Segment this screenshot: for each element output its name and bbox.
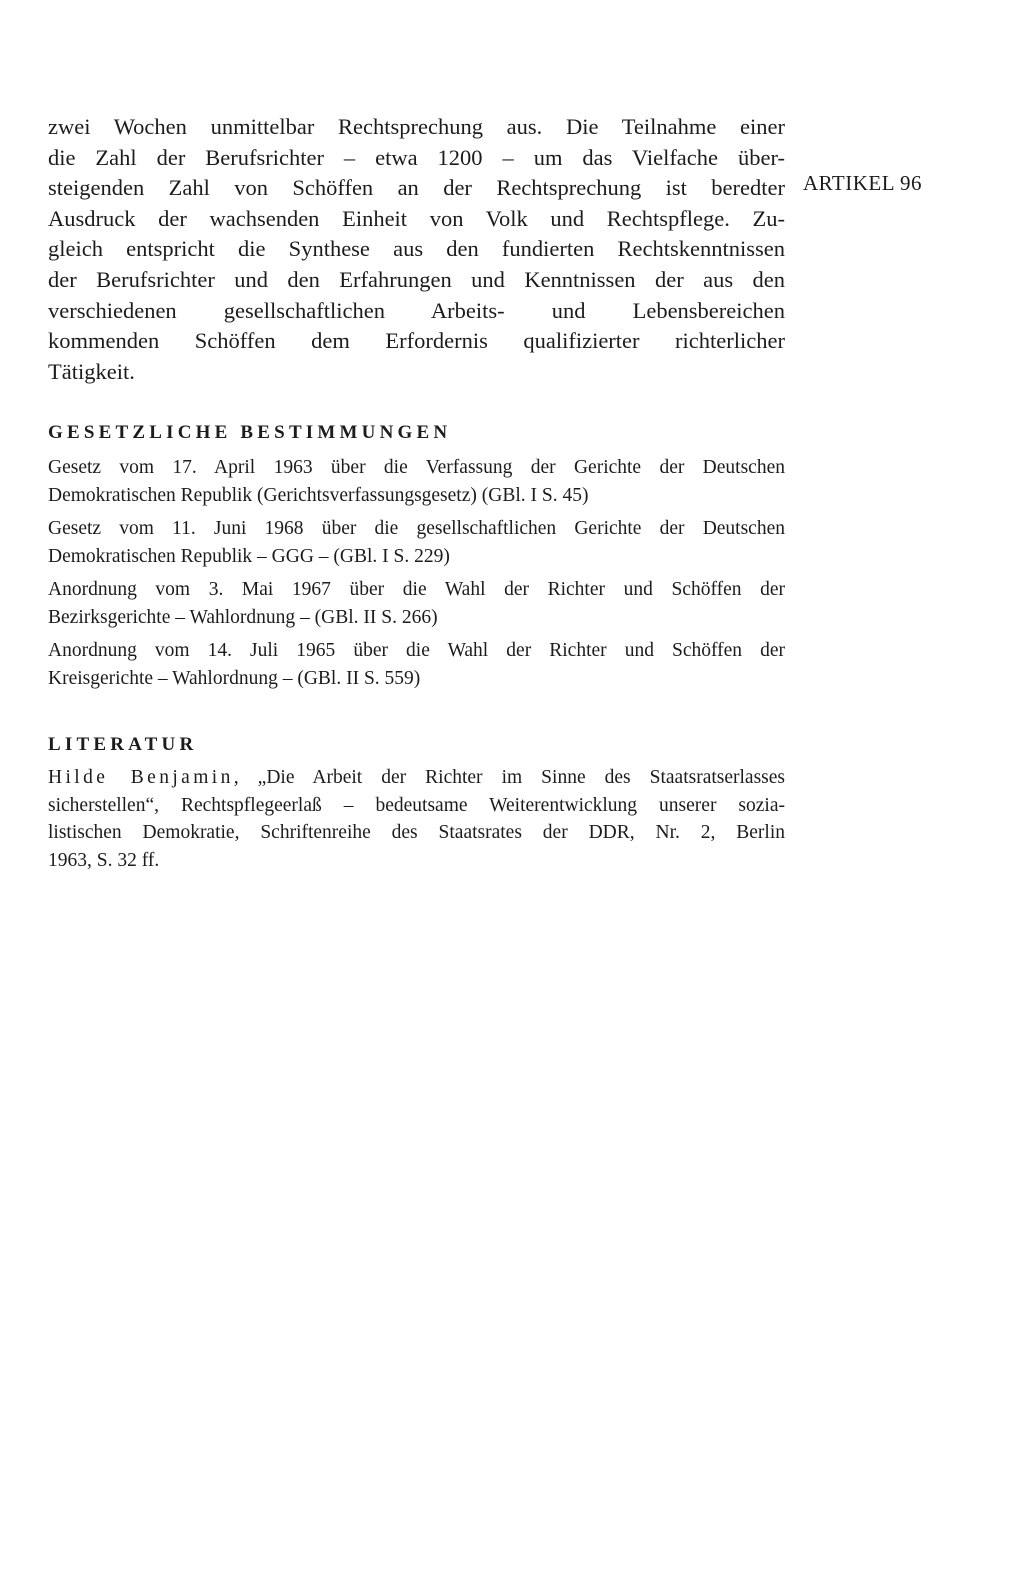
legal-references-list <box>48 454 785 698</box>
section-heading-literatur: LITERATUR <box>48 734 198 755</box>
reference-line: Anordnung vom 3. Mai 1967 über die Wahl der Richter und Schöffen der <box>48 579 785 600</box>
body-line: Ausdruck der wachsenden Einheit von Volk und Rechtspflege. Zu- <box>48 205 785 231</box>
article-margin-note: ARTIKEL 96 <box>803 171 923 195</box>
body-paragraph <box>48 112 785 387</box>
reference-line: Gesetz vom 11. Juni 1968 über die gesellschaftlichen Gerichte der Deutschen <box>48 518 785 539</box>
reference-title-start: , „Die Arbeit der Richter im Sinne des Staatsratserlasses <box>233 767 785 788</box>
literature-reference <box>48 764 785 874</box>
reference-line: listischen Demokratie, Schriftenreihe des Staatsrates der DDR, Nr. 2, Berlin <box>48 822 785 843</box>
reference-line: 1963, S. 32 ff. <box>48 849 160 871</box>
body-line: verschiedenen gesellschaftlichen Arbeits- und Lebensbereichen <box>48 297 785 323</box>
reference-author: Hilde Benjamin <box>48 767 234 788</box>
legal-reference <box>48 454 785 509</box>
reference-line: Gesetz vom 17. April 1963 über die Verfassung der Gerichte der Deutschen <box>48 457 785 478</box>
reference-line: Anordnung vom 14. Juli 1965 über die Wahl der Richter und Schöffen der <box>48 640 785 661</box>
section-heading-gesetzliche-bestimmungen: GESETZLICHE BESTIMMUNGEN <box>48 422 452 443</box>
reference-line <box>48 764 785 792</box>
body-line: zwei Wochen unmittelbar Rechtsprechung aus. Die Teilnahme einer <box>48 114 785 139</box>
reference-line: Demokratischen Republik – GGG – (GBl. I S. 229) <box>48 545 450 567</box>
reference-line: Bezirksgerichte – Wahlordnung – (GBl. II S. 266) <box>48 606 438 628</box>
body-line: gleich entspricht die Synthese aus den fundierten Rechtskenntnissen <box>48 236 785 262</box>
reference-line: sicherstellen“, Rechtspflegeerlaß – bedeutsame Weiterentwicklung unserer sozia- <box>48 794 785 816</box>
body-line: die Zahl der Berufsrichter – etwa 1200 – um das Vielfache über- <box>48 144 785 170</box>
reference-line: Kreisgerichte – Wahlordnung – (GBl. II S. 559) <box>48 667 421 689</box>
legal-reference <box>48 576 785 631</box>
legal-reference <box>48 637 785 692</box>
body-line: der Berufsrichter und den Erfahrungen und Kenntnissen der aus den <box>48 266 785 292</box>
body-line: kommenden Schöffen dem Erfordernis qualifizierter richterlicher <box>48 328 785 354</box>
reference-line: Demokratischen Republik (Gerichtsverfassungsgesetz) (GBl. I S. 45) <box>48 484 589 506</box>
legal-reference <box>48 515 785 570</box>
body-line: steigenden Zahl von Schöffen an der Rechtsprechung ist beredter <box>48 175 785 201</box>
literature-references-list <box>48 764 785 880</box>
body-line: Tätigkeit. <box>48 358 135 384</box>
main-text-column <box>48 112 785 387</box>
